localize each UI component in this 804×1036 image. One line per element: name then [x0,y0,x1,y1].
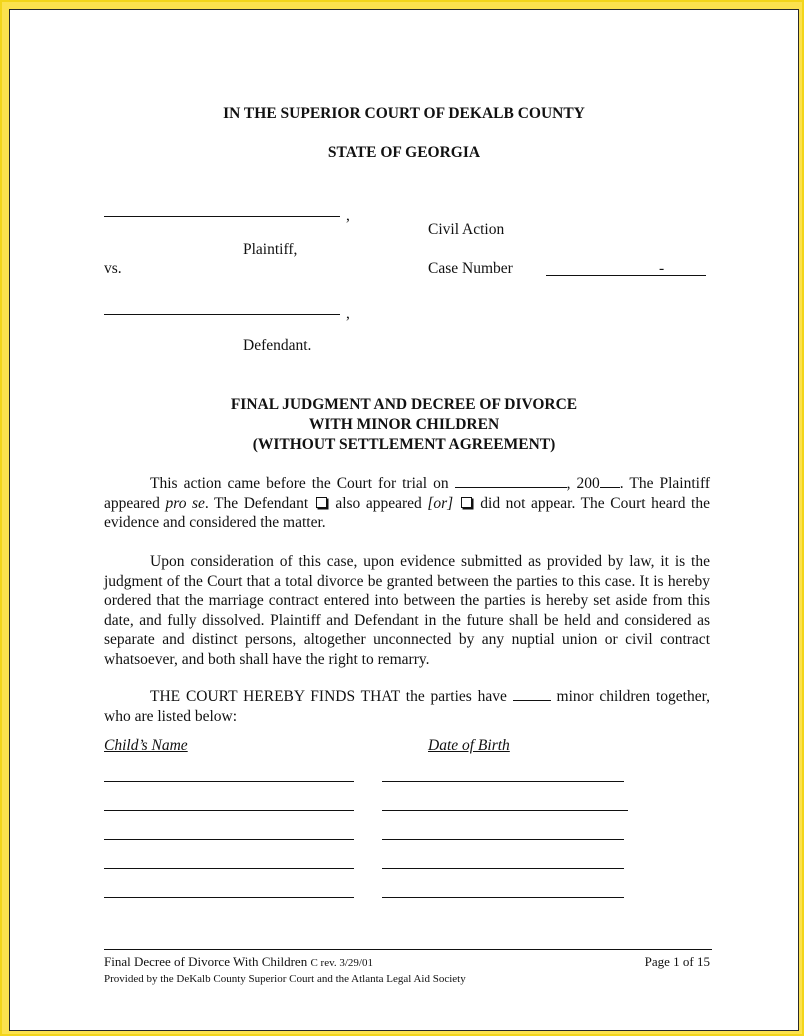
title-line-1: FINAL JUDGMENT AND DECREE OF DIVORCE [230,396,578,413]
document-frame [2,2,802,1034]
para2-text: Upon consideration of this case, upon evidence submitted as provided by law, it is the judgment of the Court that a total divorce be granted between the parties to this case. It is hereby ordered that the marriage contract entered into between the parties is hereby set aside from this date, and fully dissolved. Plaintiff and Defendant in the future shall be held and considered as separate and distinct persons, altogether unconnected by any nuptial union or civil contract whatsoever, and both shall have the right to remarry. [104,553,710,668]
plaintiff-label: Plaintiff, [243,241,298,258]
or-text: [or] [427,494,454,512]
date-of-birth-header: Date of Birth [428,737,510,754]
para1-text-c: . The Plaintiff appeared [104,475,711,512]
para1-text-f: did not appear. The Court heard the evidence and considered the matter. [104,494,710,532]
children-count-blank[interactable] [513,688,551,701]
para1-text-a: This action came before the Court for trial on [150,475,455,492]
para1-text-d: . The Defendant [204,494,314,512]
para3-text-b: the parties have [405,688,513,705]
appeared-checkbox[interactable] [316,497,327,508]
did-not-appear-checkbox[interactable] [461,497,472,508]
case-number-line[interactable] [546,275,706,276]
footer-provided-by: Provided by the DeKalb County Superior Court and the Atlanta Legal Aid Society [104,973,466,985]
child-name-line-2[interactable] [104,810,354,811]
child-dob-line-5[interactable] [382,897,624,898]
trial-year-blank[interactable] [600,475,620,488]
child-dob-line-3[interactable] [382,839,624,840]
defendant-name-line[interactable] [104,314,340,315]
pro-se-text: pro se [165,494,205,512]
case-number-label: Case Number [428,260,513,277]
child-name-line-3[interactable] [104,839,354,840]
court-heading: IN THE SUPERIOR COURT OF DEKALB COUNTY [223,105,585,122]
defendant-label: Defendant. [243,337,312,354]
vs-label: vs. [104,260,122,277]
footer-title-text: Final Decree of Divorce With Children [104,954,308,969]
plaintiff-name-line[interactable] [104,216,340,217]
footer-revision: C rev. 3/29/01 [310,957,373,969]
child-name-line-1[interactable] [104,781,354,782]
paragraph-judgment [104,552,710,670]
footer-title [104,954,373,970]
document-page [9,9,799,1031]
trial-date-blank[interactable] [455,475,567,488]
footer-page-number: Page 1 of 15 [644,954,710,969]
child-dob-line-1[interactable] [382,781,624,782]
para1-text-e: also appeared [329,494,428,512]
case-number-dash: - [659,260,665,277]
defendant-comma: , [346,305,350,322]
child-name-line-4[interactable] [104,868,354,869]
footer-rule [104,949,712,950]
state-heading: STATE OF GEORGIA [327,144,481,161]
childs-name-header: Child’s Name [104,737,188,754]
child-dob-line-2[interactable] [382,810,628,811]
paragraph-trial [104,474,710,533]
plaintiff-comma: , [346,207,350,224]
para3-text-a: THE COURT HEREBY FINDS THAT [150,688,406,705]
title-line-3: (WITHOUT SETTLEMENT AGREEMENT) [252,436,556,453]
title-line-2: WITH MINOR CHILDREN [308,416,500,433]
para1-text-b: , 200 [566,475,600,492]
child-dob-line-4[interactable] [382,868,624,869]
para3-text-c: minor children together, who are listed below: [104,688,710,725]
civil-action-label: Civil Action [428,221,505,238]
child-name-line-5[interactable] [104,897,354,898]
paragraph-findings [104,687,710,726]
